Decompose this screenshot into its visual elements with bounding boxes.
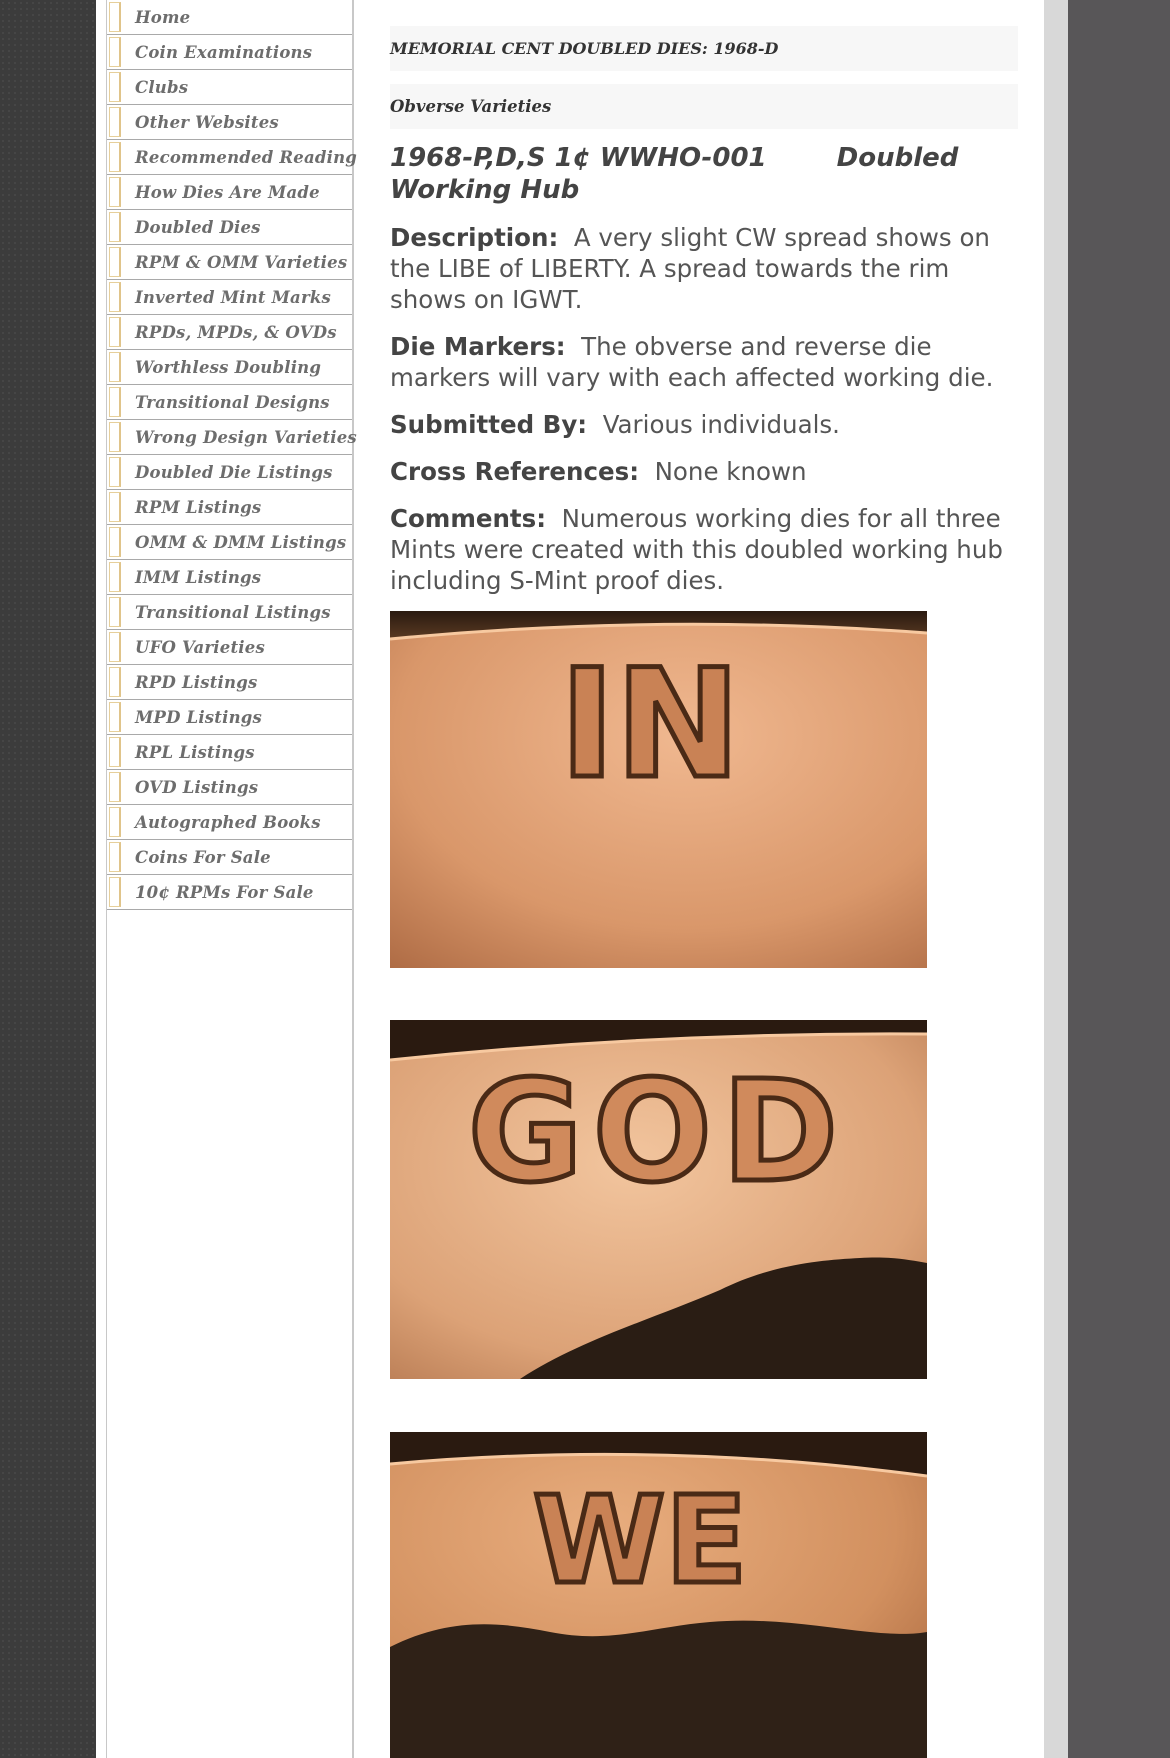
nav-item-doubled-dies[interactable] (107, 210, 352, 245)
description-text: A very slight CW spread shows on the LIBE of LIBERTY. A spread towards the rim shows on IGWT. (390, 223, 990, 314)
nav-item-rpm-omm-varieties[interactable] (107, 245, 352, 280)
coin-photo-we (390, 1432, 927, 1758)
nav-item-recommended-reading[interactable] (107, 140, 358, 175)
variety-title-line2: Working Hub (390, 175, 580, 205)
nav-item-autographed-books[interactable] (107, 805, 352, 840)
subsection-title: Obverse Varieties (390, 84, 1018, 129)
nav-item-omm-dmm-listings[interactable] (107, 525, 352, 560)
crossref-text: None known (654, 457, 807, 486)
nav-list (107, 0, 358, 910)
description (390, 222, 1026, 315)
nav-item-label: OVD Listings (135, 777, 259, 797)
comments-label: Comments: (390, 504, 547, 533)
nav-item-10-rpms-for-sale[interactable] (107, 875, 352, 910)
nav-item-coin-examinations[interactable] (107, 35, 352, 70)
nav-item-rpl-listings[interactable] (107, 735, 352, 770)
nav-item-label: RPL Listings (135, 742, 255, 762)
nav-item-how-dies-are-made[interactable] (107, 175, 352, 210)
nav-item-label: How Dies Are Made (135, 182, 320, 202)
variety-title-left: 1968-P,D,S 1¢ WWHO-001 (390, 143, 767, 173)
nav-item-ovd-listings[interactable] (107, 770, 352, 805)
nav-item-label: RPM & OMM Varieties (135, 252, 348, 272)
nav-item-label: Recommended Reading (135, 147, 358, 167)
nav-item-label: Other Websites (135, 112, 279, 132)
nav-item-coins-for-sale[interactable] (107, 840, 352, 875)
page-right-border (1044, 0, 1068, 1758)
nav-item-mpd-listings[interactable] (107, 700, 352, 735)
nav-item-home[interactable] (107, 0, 352, 35)
coin-letters-god: GOD (467, 1051, 849, 1214)
nav-item-imm-listings[interactable] (107, 560, 352, 595)
nav-item-label: MPD Listings (135, 707, 262, 727)
coin-letters-we: WE (532, 1472, 748, 1611)
nav-item-label: OMM & DMM Listings (135, 532, 347, 552)
nav-item-label: Worthless Doubling (135, 357, 322, 377)
nav-item-label: Transitional Designs (135, 392, 330, 412)
coin-photo-in-graphic (390, 611, 927, 968)
nav-item-label: Home (135, 7, 191, 27)
description-label: Description: (390, 223, 559, 252)
nav-item-clubs[interactable] (107, 70, 352, 105)
die-markers (390, 331, 1026, 393)
sidebar-nav (106, 0, 358, 1758)
nav-item-transitional-designs[interactable] (107, 385, 352, 420)
right-background (1068, 0, 1170, 1758)
nav-item-ufo-varieties[interactable] (107, 630, 352, 665)
cross-references (390, 456, 1026, 487)
submitted-text: Various individuals. (602, 410, 840, 439)
nav-item-label: Coins For Sale (135, 847, 271, 867)
nav-item-label: Doubled Die Listings (135, 462, 333, 482)
nav-item-label: Coin Examinations (135, 42, 313, 62)
coin-photo-in (390, 611, 927, 968)
nav-item-inverted-mint-marks[interactable] (107, 280, 352, 315)
nav-item-transitional-listings[interactable] (107, 595, 352, 630)
nav-item-other-websites[interactable] (107, 105, 352, 140)
coin-letters-in: IN (559, 638, 741, 812)
nav-item-label: RPM Listings (135, 497, 262, 517)
nav-item-rpd-listings[interactable] (107, 665, 352, 700)
nav-item-rpds-mpds-ovds[interactable] (107, 315, 352, 350)
comments-text: Numerous working dies for all three Mints were created with this doubled working hub including S-Mint proof dies. (390, 504, 1003, 595)
nav-item-label: Transitional Listings (135, 602, 331, 622)
section-title: MEMORIAL CENT DOUBLED DIES: 1968-D (390, 26, 1018, 71)
nav-item-label: RPD Listings (135, 672, 258, 692)
nav-item-label: RPDs, MPDs, & OVDs (135, 322, 337, 342)
coin-photo-god (390, 1020, 927, 1379)
nav-item-label: UFO Varieties (135, 637, 265, 657)
submitted-by (390, 409, 1026, 440)
variety-title (390, 142, 1020, 206)
nav-item-label: Wrong Design Varieties (135, 427, 357, 447)
nav-item-label: Inverted Mint Marks (135, 287, 331, 307)
nav-item-label: Autographed Books (135, 812, 321, 832)
die-markers-label: Die Markers: (390, 332, 566, 361)
nav-item-doubled-die-listings[interactable] (107, 455, 352, 490)
nav-item-rpm-listings[interactable] (107, 490, 352, 525)
nav-item-worthless-doubling[interactable] (107, 350, 352, 385)
comments (390, 503, 1026, 596)
nav-item-label: IMM Listings (135, 567, 262, 587)
die-markers-text: The obverse and reverse die markers will vary with each affected working die. (390, 332, 994, 392)
page-container (96, 0, 1044, 1758)
coin-photo-god-graphic (390, 1020, 927, 1379)
nav-item-label: Clubs (135, 77, 189, 97)
variety-title-right: Doubled (836, 143, 959, 173)
nav-item-label: 10¢ RPMs For Sale (135, 882, 314, 902)
nav-item-label: Doubled Dies (135, 217, 261, 237)
coin-photo-we-graphic (390, 1432, 927, 1758)
nav-item-wrong-design-varieties[interactable] (107, 420, 357, 455)
submitted-label: Submitted By: (390, 410, 588, 439)
crossref-label: Cross References: (390, 457, 640, 486)
